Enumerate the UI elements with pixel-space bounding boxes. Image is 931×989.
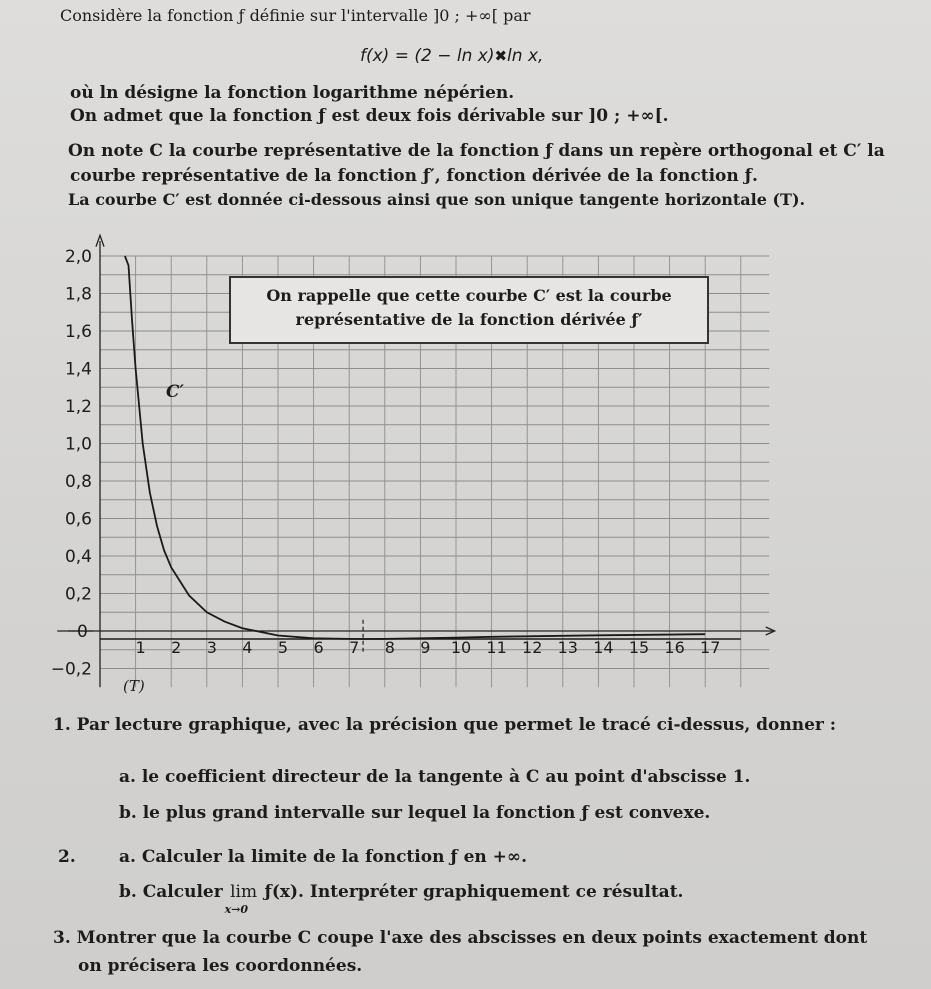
x-tick-label: 3 — [206, 638, 217, 657]
question-2b-suffix: ƒ(x). Interpréter graphiquement ce résultat. — [264, 882, 684, 902]
y-tick-label: 0,8 — [64, 472, 92, 492]
question-2a: a. Calculer la limite de la fonction ƒ en +∞. — [119, 847, 528, 867]
x-tick-labels — [136, 638, 721, 657]
x-tick-label: 13 — [557, 638, 578, 657]
intro-line-3: On admet que la fonction ƒ est deux fois dérivable sur ]0 ; +∞[. — [70, 106, 669, 126]
intro-line-6: La courbe C′ est donnée ci-dessous ainsi que son unique tangente horizontale (T). — [68, 190, 806, 209]
callout-box — [229, 276, 709, 344]
intro-line-2: où ln désigne la fonction logarithme népérien. — [70, 83, 515, 103]
y-tick-label: 0,2 — [64, 584, 92, 605]
question-2b-prefix: b. Calculer — [119, 882, 223, 902]
y-tick-label: 0,6 — [64, 509, 92, 530]
intro-line-1: Considère la fonction ƒ définie sur l'intervalle ]0 ; +∞[ par — [60, 6, 531, 25]
multiply-cross-mark: ✖ — [494, 47, 508, 65]
x-tick-label: 8 — [384, 638, 395, 657]
tangent-label: (T) — [123, 677, 145, 695]
x-tick-label: 9 — [420, 638, 431, 657]
x-tick-label: 14 — [593, 638, 614, 657]
x-tick-label: 10 — [450, 638, 472, 657]
x-tick-label: 6 — [313, 638, 324, 657]
limit-subscript: x→0 — [224, 903, 249, 916]
y-tick-label: 2,0 — [64, 247, 92, 267]
x-tick-label: 11 — [486, 638, 507, 657]
y-tick-label: 1,6 — [64, 322, 92, 342]
x-tick-label: 4 — [242, 638, 253, 657]
question-2-number: 2. — [58, 847, 76, 867]
question-3-line-1: 3. Montrer que la courbe C coupe l'axe des abscisses en deux points exactement dont — [53, 928, 868, 948]
intro-line-5: courbe représentative de la fonction ƒ′, fonction dérivée de la fonction ƒ. — [70, 166, 758, 186]
formula-lhs: f(x) = (2 − ln x) — [360, 46, 495, 66]
y-tick-label: 0,4 — [64, 547, 92, 567]
formula-rhs: ln x, — [507, 46, 544, 66]
question-1b: b. le plus grand intervalle sur lequel la fonction ƒ est convexe. — [119, 803, 711, 823]
question-1: 1. Par lecture graphique, avec la précision que permet le tracé ci-dessus, donner : — [53, 715, 837, 735]
y-tick-labels — [51, 247, 93, 680]
x-tick-label: 12 — [522, 638, 543, 657]
y-tick-label: 1,4 — [64, 359, 92, 380]
callout-line-1: On rappelle que cette courbe C′ est la courbe — [266, 286, 672, 305]
origin-label: 0 — [77, 622, 88, 642]
question-2b — [119, 881, 684, 916]
x-tick-label: 7 — [349, 638, 360, 657]
y-tick-label: 1,0 — [64, 434, 92, 455]
y-tick-label: 1,8 — [64, 284, 92, 305]
curve-label: C′ — [166, 382, 185, 402]
y-tick-label: −0,2 — [50, 659, 92, 680]
x-tick-label: 2 — [171, 638, 182, 657]
function-formula — [360, 46, 543, 66]
limit-notation — [224, 881, 259, 916]
limit-word: lim — [230, 882, 258, 902]
x-tick-label: 5 — [277, 638, 289, 657]
question-1a: a. le coefficient directeur de la tangente à C au point d'abscisse 1. — [119, 767, 751, 787]
x-tick-label: 17 — [700, 638, 721, 657]
x-tick-label: 1 — [135, 638, 146, 657]
x-tick-label: 16 — [664, 638, 685, 657]
y-tick-label: 1,2 — [64, 397, 92, 417]
x-tick-label: 15 — [628, 638, 650, 657]
question-3-line-2: on précisera les coordonnées. — [78, 956, 363, 976]
callout-line-2: représentative de la fonction dérivée ƒ′ — [295, 310, 643, 329]
intro-line-4: On note C la courbe représentative de la fonction ƒ dans un repère orthogonal et C′ la — [68, 141, 885, 161]
